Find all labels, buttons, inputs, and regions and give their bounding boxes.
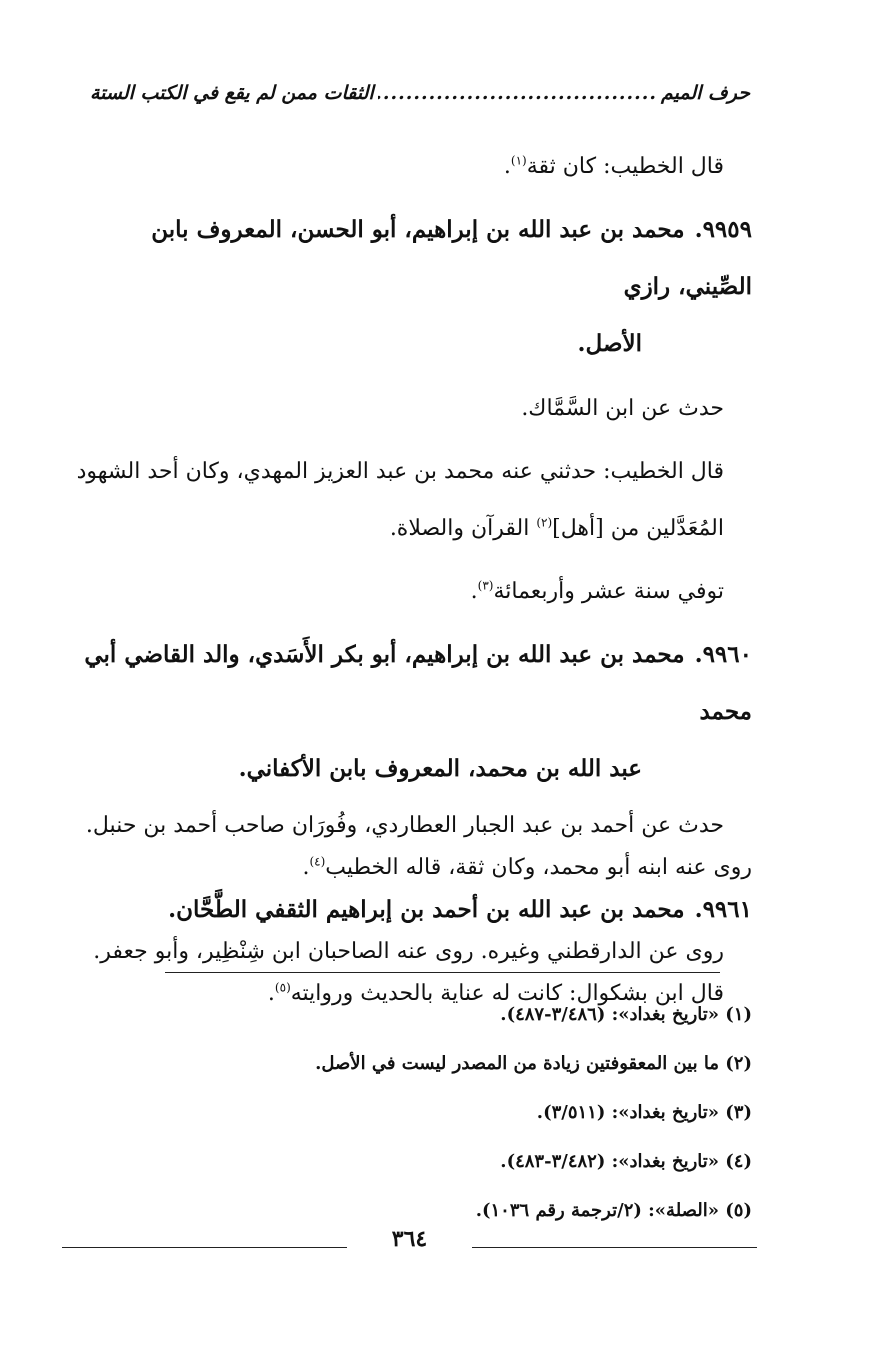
paragraph: قال الخطيب: كان ثقة$^{(١)}$.	[503, 153, 724, 179]
entry-heading: محمد بن عبد الله بن إبراهيم، أبو بكر الأَسَدي، والد القاضي أبي محمد	[84, 641, 752, 725]
header-leader-dots	[378, 82, 657, 104]
footnote-separator	[165, 972, 720, 973]
entry-number: ٩٩٦١.	[694, 896, 752, 923]
entry-heading: محمد بن عبد الله بن أحمد بن إبراهيم الثقفي الطَّحَّان.	[168, 896, 685, 923]
biography-entry	[72, 201, 752, 372]
footnote-ref: (٢)	[536, 515, 553, 530]
footnote-ref: (٣)	[477, 578, 494, 593]
entry-number: ٩٩٥٩.	[694, 216, 752, 243]
header-chapter: حرف الميم	[661, 82, 750, 104]
running-header	[90, 82, 750, 104]
paragraph: روى عن الدارقطني وغيره. روى عنه الصاحبان ابن شِنْظِير، وأبو جعفر.	[93, 939, 724, 964]
paragraph: حدث عن أحمد بن عبد الجبار العطاردي، وفُورَان صاحب أحمد بن حنبل.	[85, 813, 724, 838]
header-book-title: الثقات ممن لم يقع في الكتب الستة	[90, 82, 374, 104]
paragraph: قال ابن بشكوال: كانت له عناية بالحديث وروايته$^{(٥)}$.	[267, 980, 724, 1006]
footnote-ref: (١)	[510, 153, 527, 168]
footnote: (٥) «الصلة»: (٢/ترجمة رقم ١٠٣٦).	[475, 1200, 752, 1221]
paragraph: قال الخطيب: حدثني عنه محمد بن عبد العزيز المهدي، وكان أحد الشهود المُعَدَّلين من [أهل]$^{(٢)}$ القرآن والصلاة.	[76, 459, 724, 541]
page-footer	[62, 1226, 757, 1262]
footnote: (٣) «تاريخ بغداد»: (٣/٥١١).	[536, 1102, 752, 1123]
page-number: ٣٦٤	[391, 1226, 428, 1252]
entry-heading-continued: الأصل.	[577, 330, 642, 357]
paragraph: حدث عن ابن السَّمَّاك.	[521, 396, 724, 421]
footnote: (٤) «تاريخ بغداد»: (٣/٤٨٢-٤٨٣).	[500, 1151, 752, 1172]
paragraph: توفي سنة عشر وأربعمائة$^{(٣)}$.	[470, 578, 724, 604]
footnote-ref: (٤)	[309, 854, 326, 869]
footnotes	[100, 990, 752, 1235]
biography-entry	[72, 889, 752, 931]
page-body	[72, 138, 752, 1015]
entry-heading-continued: عبد الله بن محمد، المعروف بابن الأكفاني.	[238, 755, 642, 782]
footer-rule-right	[472, 1247, 757, 1248]
biography-entry	[72, 626, 752, 797]
footer-rule-left	[62, 1247, 347, 1248]
footnote: (٢) ما بين المعقوفتين زيادة من المصدر ليست في الأصل.	[315, 1053, 752, 1074]
entry-number: ٩٩٦٠.	[694, 641, 752, 668]
footnote: (١) «تاريخ بغداد»: (٣/٤٨٦-٤٨٧).	[500, 1004, 752, 1025]
footnote-ref: (٥)	[274, 980, 291, 995]
entry-heading: محمد بن عبد الله بن إبراهيم، أبو الحسن، المعروف بابن الصِّيني، رازي	[151, 216, 752, 300]
paragraph: روى عنه ابنه أبو محمد، وكان ثقة، قاله الخطيب$^{(٤)}$.	[302, 854, 752, 880]
